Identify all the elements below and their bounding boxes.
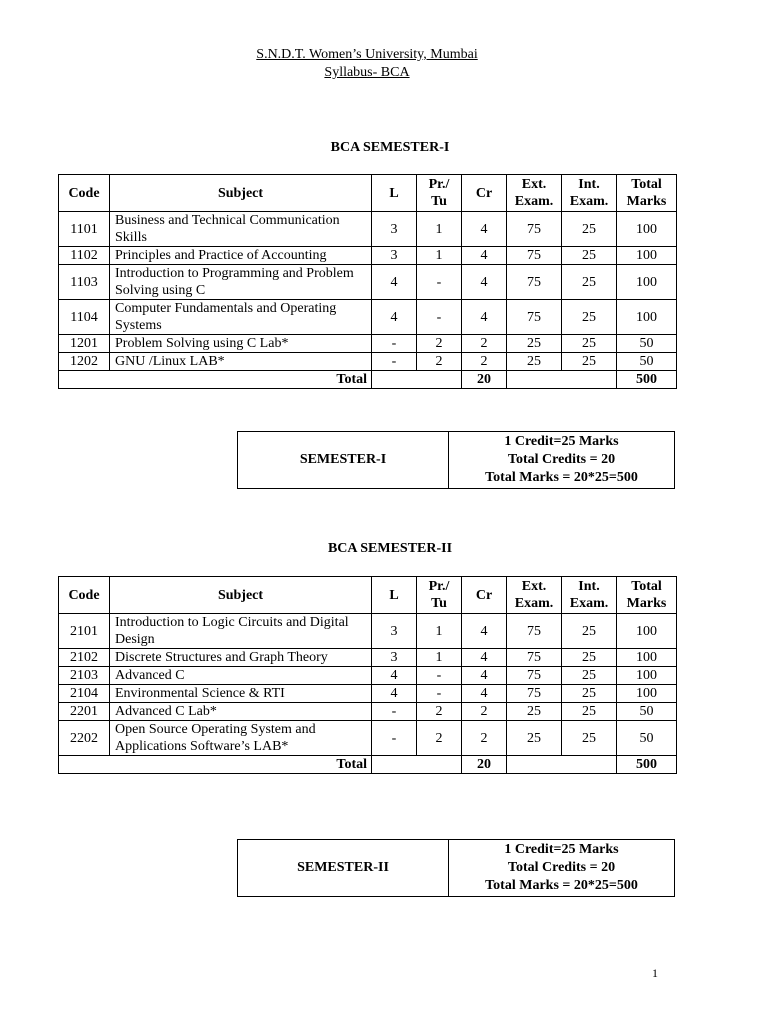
table-row <box>59 353 677 371</box>
row-cr: 4 <box>462 212 507 247</box>
table-row <box>59 335 677 353</box>
row-total: 100 <box>617 649 677 667</box>
row-int: 25 <box>562 247 617 265</box>
row-l: 4 <box>372 300 417 335</box>
document-header <box>0 46 734 82</box>
row-subject: Advanced C Lab* <box>110 703 372 721</box>
row-prtu: 2 <box>417 335 462 353</box>
table-row <box>59 703 677 721</box>
table-row <box>59 212 677 247</box>
row-subject: Discrete Structures and Graph Theory <box>110 649 372 667</box>
row-code: 1201 <box>59 335 110 353</box>
row-ext: 75 <box>507 614 562 649</box>
summary-details: 1 Credit=25 Marks Total Credits = 20 Total Marks = 20*25=500 <box>449 432 675 489</box>
row-ext: 25 <box>507 353 562 371</box>
row-cr: 4 <box>462 265 507 300</box>
row-cr: 4 <box>462 247 507 265</box>
col-l: L <box>372 175 417 212</box>
row-ext: 25 <box>507 703 562 721</box>
col-ext: Ext. Exam. <box>507 577 562 614</box>
row-total: 100 <box>617 614 677 649</box>
row-code: 2101 <box>59 614 110 649</box>
row-ext: 75 <box>507 247 562 265</box>
row-prtu: 1 <box>417 614 462 649</box>
row-subject: Principles and Practice of Accounting <box>110 247 372 265</box>
row-total: 100 <box>617 300 677 335</box>
total-row <box>59 371 677 389</box>
total-credits: 20 <box>462 756 507 774</box>
row-cr: 2 <box>462 721 507 756</box>
table-row <box>59 247 677 265</box>
col-l: L <box>372 577 417 614</box>
col-prtu: Pr./ Tu <box>417 175 462 212</box>
total-row <box>59 756 677 774</box>
row-ext: 25 <box>507 721 562 756</box>
row-l: 4 <box>372 667 417 685</box>
row-total: 100 <box>617 247 677 265</box>
row-code: 1102 <box>59 247 110 265</box>
row-ext: 75 <box>507 649 562 667</box>
row-cr: 4 <box>462 300 507 335</box>
total-marks: 500 <box>617 756 677 774</box>
row-code: 2103 <box>59 667 110 685</box>
row-code: 2104 <box>59 685 110 703</box>
row-ext: 75 <box>507 300 562 335</box>
table-row <box>59 300 677 335</box>
row-code: 2102 <box>59 649 110 667</box>
row-int: 25 <box>562 649 617 667</box>
row-int: 25 <box>562 212 617 247</box>
row-l: 3 <box>372 614 417 649</box>
row-total: 50 <box>617 703 677 721</box>
row-int: 25 <box>562 685 617 703</box>
row-cr: 4 <box>462 649 507 667</box>
summary-label: SEMESTER-I <box>238 432 449 489</box>
row-prtu: 2 <box>417 703 462 721</box>
row-total: 50 <box>617 721 677 756</box>
col-cr: Cr <box>462 175 507 212</box>
row-prtu: 1 <box>417 212 462 247</box>
total-empty <box>372 756 462 774</box>
total-label: Total <box>59 371 372 389</box>
row-subject: GNU /Linux LAB* <box>110 353 372 371</box>
summary-details: 1 Credit=25 Marks Total Credits = 20 Total Marks = 20*25=500 <box>449 840 675 897</box>
row-subject: Introduction to Logic Circuits and Digital Design <box>110 614 372 649</box>
table-row <box>59 649 677 667</box>
summary-label: SEMESTER-II <box>238 840 449 897</box>
row-prtu: - <box>417 667 462 685</box>
table-row <box>59 265 677 300</box>
row-prtu: - <box>417 685 462 703</box>
col-code: Code <box>59 577 110 614</box>
col-total: Total Marks <box>617 577 677 614</box>
table-header-row <box>59 577 677 614</box>
total-empty <box>507 371 617 389</box>
row-cr: 2 <box>462 335 507 353</box>
row-subject: Environmental Science & RTI <box>110 685 372 703</box>
total-empty <box>507 756 617 774</box>
row-subject: Business and Technical Communication Skills <box>110 212 372 247</box>
row-subject: Advanced C <box>110 667 372 685</box>
table-row <box>59 667 677 685</box>
semester-1-title: BCA SEMESTER-I <box>330 140 450 155</box>
row-l: 3 <box>372 649 417 667</box>
row-l: 3 <box>372 212 417 247</box>
col-code: Code <box>59 175 110 212</box>
total-credits: 20 <box>462 371 507 389</box>
row-int: 25 <box>562 721 617 756</box>
row-cr: 2 <box>462 353 507 371</box>
row-code: 2201 <box>59 703 110 721</box>
row-ext: 25 <box>507 335 562 353</box>
row-l: - <box>372 721 417 756</box>
row-total: 100 <box>617 685 677 703</box>
row-code: 1202 <box>59 353 110 371</box>
row-int: 25 <box>562 335 617 353</box>
row-l: 4 <box>372 685 417 703</box>
row-prtu: 1 <box>417 649 462 667</box>
col-int: Int. Exam. <box>562 577 617 614</box>
table-row <box>59 614 677 649</box>
row-cr: 4 <box>462 685 507 703</box>
total-marks: 500 <box>617 371 677 389</box>
semester-1-table <box>58 174 677 389</box>
row-subject: Problem Solving using C Lab* <box>110 335 372 353</box>
row-subject: Computer Fundamentals and Operating Systems <box>110 300 372 335</box>
row-int: 25 <box>562 300 617 335</box>
row-total: 50 <box>617 335 677 353</box>
row-int: 25 <box>562 703 617 721</box>
row-subject: Open Source Operating System and Applications Software’s LAB* <box>110 721 372 756</box>
row-prtu: - <box>417 265 462 300</box>
table-row <box>59 685 677 703</box>
col-subject: Subject <box>110 577 372 614</box>
syllabus-title: Syllabus- BCA <box>324 65 410 80</box>
row-l: - <box>372 353 417 371</box>
row-int: 25 <box>562 614 617 649</box>
semester-1-summary <box>237 431 675 489</box>
semester-2-summary <box>237 839 675 897</box>
row-ext: 75 <box>507 667 562 685</box>
total-empty <box>372 371 462 389</box>
row-total: 100 <box>617 265 677 300</box>
table-header-row <box>59 175 677 212</box>
page-number: 1 <box>652 966 658 980</box>
row-subject: Introduction to Programming and Problem Solving using C <box>110 265 372 300</box>
row-ext: 75 <box>507 212 562 247</box>
semester-2-title: BCA SEMESTER-II <box>327 541 453 556</box>
col-total: Total Marks <box>617 175 677 212</box>
row-total: 100 <box>617 667 677 685</box>
row-l: 4 <box>372 265 417 300</box>
row-ext: 75 <box>507 265 562 300</box>
row-l: - <box>372 703 417 721</box>
total-label: Total <box>59 756 372 774</box>
row-int: 25 <box>562 667 617 685</box>
row-cr: 4 <box>462 667 507 685</box>
col-cr: Cr <box>462 577 507 614</box>
row-prtu: 2 <box>417 353 462 371</box>
row-l: - <box>372 335 417 353</box>
col-subject: Subject <box>110 175 372 212</box>
row-l: 3 <box>372 247 417 265</box>
col-int: Int. Exam. <box>562 175 617 212</box>
university-name: S.N.D.T. Women’s University, Mumbai <box>256 47 478 62</box>
row-code: 1103 <box>59 265 110 300</box>
row-code: 2202 <box>59 721 110 756</box>
row-prtu: 2 <box>417 721 462 756</box>
row-int: 25 <box>562 265 617 300</box>
row-cr: 2 <box>462 703 507 721</box>
table-row <box>59 721 677 756</box>
row-prtu: 1 <box>417 247 462 265</box>
row-prtu: - <box>417 300 462 335</box>
col-ext: Ext. Exam. <box>507 175 562 212</box>
row-total: 50 <box>617 353 677 371</box>
row-total: 100 <box>617 212 677 247</box>
semester-2-table <box>58 576 677 774</box>
row-code: 1101 <box>59 212 110 247</box>
row-code: 1104 <box>59 300 110 335</box>
row-ext: 75 <box>507 685 562 703</box>
row-cr: 4 <box>462 614 507 649</box>
col-prtu: Pr./ Tu <box>417 577 462 614</box>
row-int: 25 <box>562 353 617 371</box>
